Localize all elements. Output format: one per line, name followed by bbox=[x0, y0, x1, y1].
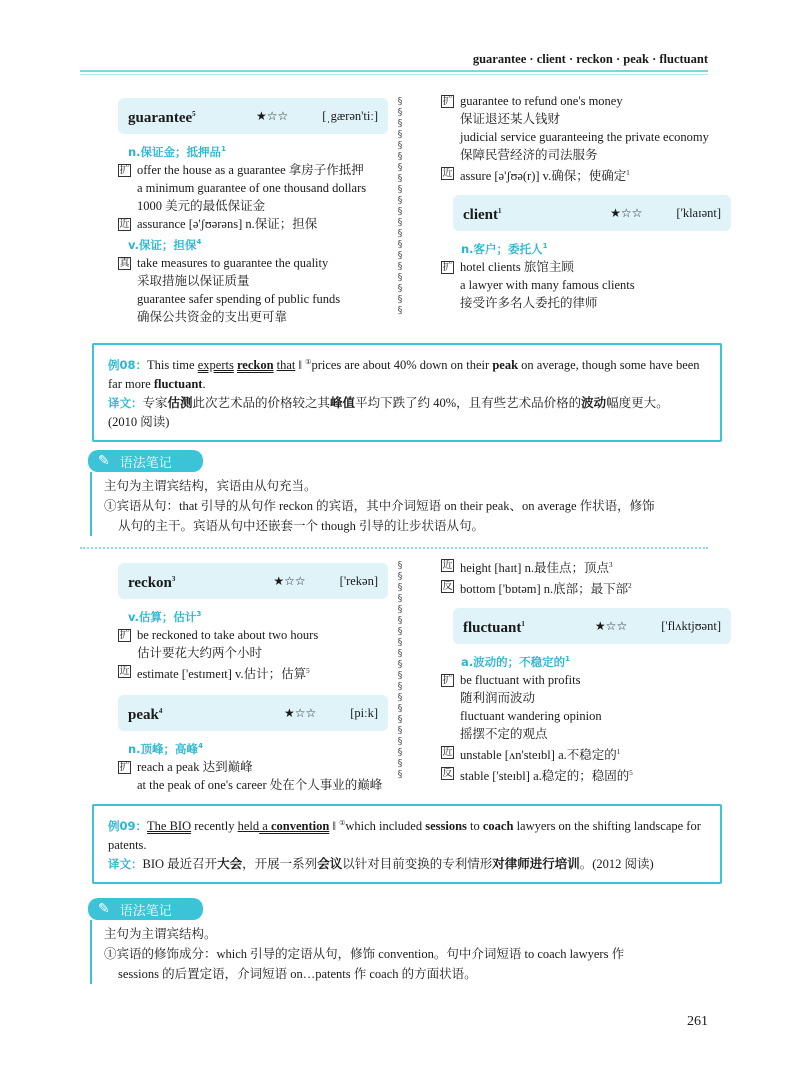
header-rule-thin bbox=[80, 74, 708, 75]
tag-icon: 扩 bbox=[119, 629, 130, 641]
pen-icon: ✎ bbox=[98, 453, 110, 469]
entry-reckon-peak bbox=[118, 563, 388, 794]
synonym: assure [ə'ʃʊə(r)] v.确保；使确定$^1$ bbox=[460, 169, 630, 184]
part-of-speech: v.估算；估计$^3$ bbox=[128, 609, 202, 624]
phrase-translation: 摇摆不定的观点 bbox=[460, 727, 548, 742]
phonetic: [ˌgærən'tiː] bbox=[322, 109, 378, 123]
part-of-speech: n.顶峰；高峰$^4$ bbox=[128, 741, 203, 756]
grammar-note-2 bbox=[88, 898, 708, 984]
phrase-translation: 保证退还某人钱财 bbox=[460, 112, 561, 126]
part-of-speech: v.保证；担保$^4$ bbox=[128, 237, 202, 252]
tag-icon: 近 bbox=[442, 560, 453, 571]
star-rating: ★☆☆ bbox=[610, 206, 643, 221]
tag-icon: 近 bbox=[442, 747, 453, 759]
star-rating: ★☆☆ bbox=[283, 705, 317, 720]
example-source: (2010 阅读) bbox=[108, 415, 170, 430]
tag-icon: 扩 bbox=[119, 761, 130, 773]
headword: peak$^4$ bbox=[128, 706, 163, 723]
example-translation: 译文：专家估测此次艺术品的价格较之其峰值平均下跌了约 40%，且有些艺术品价格的波动幅度更大。 bbox=[108, 396, 669, 411]
phonetic: ['rekən] bbox=[339, 574, 378, 588]
wordbox-reckon bbox=[118, 563, 388, 599]
phrase: fluctuant wandering opinion bbox=[460, 709, 602, 724]
phrase: judicial service guaranteeing the private economy bbox=[460, 130, 709, 144]
phrase-translation: 估计要花大约两个小时 bbox=[137, 645, 263, 660]
pen-icon: ✎ bbox=[98, 901, 110, 917]
synonym: height [haɪt] n.最佳点；顶点$^3$ bbox=[460, 561, 613, 576]
part-of-speech: n.保证金；抵押品$^1$ bbox=[128, 144, 226, 159]
entry-guarantee-continued bbox=[441, 92, 731, 312]
synonym: estimate ['estɪmeɪt] v.估计；估算$^5$ bbox=[137, 666, 310, 681]
star-rating: ★☆☆ bbox=[273, 574, 306, 588]
tag-icon: 真 bbox=[119, 257, 130, 269]
wordbox-peak bbox=[118, 695, 388, 731]
translation-label: 译文： bbox=[108, 396, 143, 411]
phrase: be fluctuant with profits bbox=[460, 673, 581, 688]
header-rule bbox=[80, 70, 708, 72]
example-box-08 bbox=[92, 343, 722, 442]
star-rating: ★☆☆ bbox=[256, 109, 289, 123]
tag-icon: 近 bbox=[442, 168, 453, 179]
example-box-09 bbox=[92, 804, 722, 884]
translation-label: 译文： bbox=[108, 857, 143, 872]
example-source: (2012 阅读) bbox=[592, 857, 654, 872]
phonetic: ['flʌktjʊənt] bbox=[661, 619, 721, 634]
part-of-speech: a.波动的；不稳定的$^1$ bbox=[461, 655, 571, 670]
column-divider: § § § § § § § § § § § § § § § § § § § § bbox=[397, 560, 403, 780]
example-sentence: 例08：This time experts reckon that ‖ ①prices are about 40% down on their peak on average, though some have been far more fluctuant. bbox=[108, 358, 700, 392]
tag-icon: 扩 bbox=[442, 261, 453, 273]
grammar-note-body: 主句为主谓宾结构。 ①宾语的修饰成分：which 引导的定语从句，修饰 convention。句中介词短语 to coach lawyers 作 sessions 的后置定语，介词短语 on…patents 作 coach 的方面状语。 bbox=[90, 920, 708, 984]
phrase: offer the house as a guarantee 拿房子作抵押 bbox=[137, 162, 364, 177]
phrase-translation: 保障民营经济的司法服务 bbox=[460, 148, 598, 162]
headword: fluctuant$^1$ bbox=[463, 620, 525, 637]
wordbox-client bbox=[453, 195, 731, 231]
phrase: take measures to guarantee the quality bbox=[137, 255, 329, 270]
synonym: unstable [ʌn'steɪbl] a.不稳定的$^1$ bbox=[460, 748, 621, 763]
phrase-translation: 确保公共资金的支出更可靠 bbox=[137, 309, 288, 324]
tag-icon: 反 bbox=[442, 768, 453, 780]
tag-icon: 反 bbox=[442, 581, 453, 593]
phrase: be reckoned to take about two hours bbox=[137, 627, 319, 642]
tag-icon: 近 bbox=[119, 218, 130, 230]
grammar-note-header: ✎ 语法笔记 bbox=[88, 898, 203, 920]
phrase: guarantee to refund one's money bbox=[460, 94, 623, 108]
entry-guarantee bbox=[118, 98, 388, 326]
synonym: assurance [ə'ʃʊərəns] n.保证；担保 bbox=[137, 216, 318, 231]
phonetic: [piːk] bbox=[350, 705, 378, 720]
phrase: hotel clients 旅馆主顾 bbox=[460, 259, 574, 274]
column-divider: § § § § § § § § § § § § § § § § § § § § bbox=[397, 96, 403, 316]
phrase: at the peak of one's career 处在个人事业的巅峰 bbox=[137, 777, 383, 792]
phrase: a lawyer with many famous clients bbox=[460, 277, 635, 292]
phrase: guarantee safer spending of public funds bbox=[137, 291, 341, 306]
tag-icon: 扩 bbox=[119, 164, 130, 176]
star-rating: ★☆☆ bbox=[594, 619, 628, 634]
tag-icon: 扩 bbox=[442, 96, 453, 107]
wordbox-guarantee bbox=[118, 98, 388, 134]
phonetic: ['klaɪənt] bbox=[676, 206, 721, 221]
antonym: stable ['steɪbl] a.稳定的；稳固的$^5$ bbox=[460, 769, 633, 784]
page-number: 261 bbox=[687, 1014, 708, 1029]
part-of-speech: n.客户；委托人$^1$ bbox=[461, 241, 548, 256]
running-header: guarantee · client · reckon · peak · fluctuant bbox=[472, 52, 708, 66]
phrase-translation: 随利润而波动 bbox=[460, 691, 536, 706]
example-sentence: 例09：The BIO recently held a convention ‖ ①which included sessions to coach lawyers on the shifting landscape for patents. bbox=[108, 819, 701, 853]
example-label: 例08： bbox=[108, 358, 148, 373]
grammar-note-1 bbox=[88, 450, 708, 536]
entry-fluctuant bbox=[441, 556, 731, 785]
antonym: bottom ['bɒtəm] n.底部；最下部$^2$ bbox=[460, 582, 632, 597]
example-label: 例09： bbox=[108, 819, 148, 834]
example-translation: 译文：BIO 最近召开大会，开展一系列会议以针对目前变换的专利情形对律师进行培训。(2012 阅读) bbox=[108, 857, 654, 872]
tag-icon: 扩 bbox=[442, 675, 453, 687]
headword: client$^1$ bbox=[463, 207, 502, 224]
tag-icon: 近 bbox=[119, 665, 130, 677]
grammar-note-body: 主句为主谓宾结构，宾语由从句充当。 ①宾语从句：that 引导的从句作 reckon 的宾语，其中介词短语 on their peak、on average 作状语，修饰 从句的主干。宾语从句中还嵌套一个 though 引导的让步状语从句。 bbox=[90, 472, 708, 536]
phrase-translation: 采取措施以保证质量 bbox=[137, 273, 250, 288]
phrase: reach a peak 达到巅峰 bbox=[137, 759, 253, 774]
headword: reckon$^3$ bbox=[128, 575, 176, 591]
phrase: a minimum guarantee of one thousand dollars bbox=[137, 180, 367, 195]
headword: guarantee$^5$ bbox=[128, 110, 196, 126]
phrase-translation: 1000 美元的最低保证金 bbox=[137, 198, 266, 213]
grammar-note-header: ✎ 语法笔记 bbox=[88, 450, 203, 472]
phrase-translation: 接受许多名人委托的律师 bbox=[460, 295, 598, 310]
wordbox-fluctuant bbox=[453, 608, 731, 644]
section-divider bbox=[80, 547, 708, 549]
